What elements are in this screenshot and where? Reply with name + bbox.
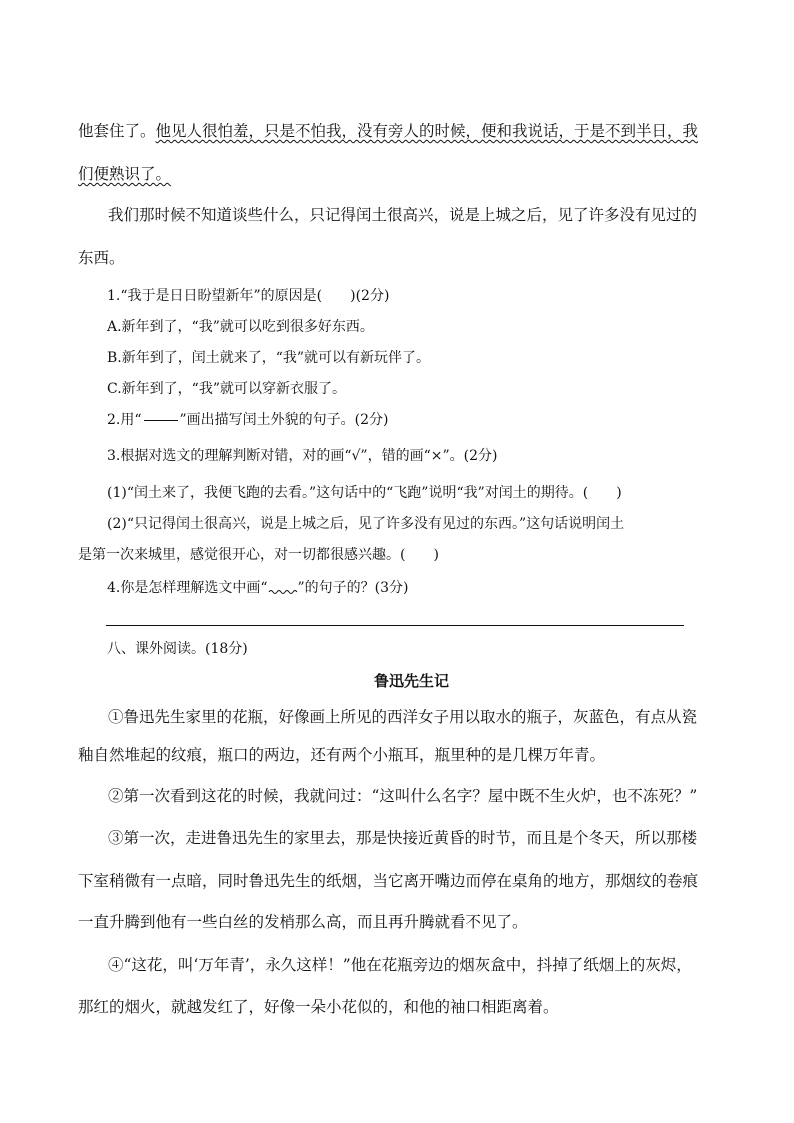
question-1-option-c: C.新年到了，“我”就可以穿新衣服了。	[107, 381, 346, 397]
paragraph-4-line1: ④“这花，叫‘万年青’，永久这样！”他在花瓶旁边的烟灰盒中，抖掉了纸烟上的灰烬，	[108, 956, 692, 974]
passage-text: 他套住了。	[78, 122, 156, 140]
question-1-option-b: B.新年到了，闰土就来了，“我”就可以有新玩伴了。	[107, 350, 431, 366]
question-1-option-a: A.新年到了，“我”就可以吃到很多好东西。	[107, 319, 374, 335]
paragraph-4-line2: 那红的烟火，就越发红了，好像一朵小花似的，和他的袖口相距离着。	[78, 998, 559, 1016]
question-2-text-b: ”画出描写闰土外貌的句子。(2分)	[179, 412, 389, 428]
passage-line-2	[78, 167, 171, 183]
question-3: 3.根据对选文的理解判断对错，对的画“√”，错的画“×”。(2分)	[107, 448, 498, 464]
question-3-item-2-line2: 是第一次来城里，感觉很开心，对一切都很感兴趣。( )	[78, 547, 439, 563]
wavy-underlined-sentence: 他见人很怕羞，只是不怕我，没有旁人的时候，便和我说话，于是不到半日，我	[155, 122, 699, 140]
question-4-text-b: ”的句子的？(3分)	[297, 580, 409, 596]
passage-para2-line1: 我们那时候不知道谈些什么，只记得闰土很高兴，说是上城之后，见了许多没有见过的	[108, 206, 698, 224]
question-4-text-a: 4.你是怎样理解选文中画“	[107, 580, 268, 596]
wavy-underlined-sentence-end: 们便熟识了。	[78, 165, 172, 183]
paragraph-1-line1: ①鲁迅先生家里的花瓶，好像画上所见的西洋女子用以取水的瓶子，灰蓝色，有点从瓷	[108, 708, 698, 726]
paragraph-3-line2: 下室稍微有一点暗，同时鲁迅先生的纸烟，当它离开嘴边而停在桌角的地方，那烟纹的卷痕	[78, 872, 699, 890]
question-3-item-2-line1: (2)“只记得闰土很高兴，说是上城之后，见了许多没有见过的东西。”这句话说明闰土	[107, 516, 625, 532]
answer-line[interactable]	[106, 625, 684, 626]
question-2-text-a: 2.用“	[107, 412, 142, 428]
paragraph-2: ②第一次看到这花的时候，我就问过：“这叫什么名字？屋中既不生火炉，也不冻死？”	[108, 787, 698, 805]
passage-para2-line2: 东西。	[78, 249, 125, 267]
passage-line-1	[78, 124, 698, 140]
straight-underline-sample	[144, 419, 178, 421]
question-4	[107, 581, 409, 595]
article-title: 鲁迅先生记	[374, 672, 450, 690]
wavy-underline-sample	[268, 581, 298, 595]
question-3-item-1: (1)“闰土来了，我便飞跑的去看。”这句话中的“飞跑”说明“我”对闰土的期待。( )	[107, 485, 622, 501]
paragraph-3-line1: ③第一次，走进鲁迅先生的家里去，那是快接近黄昏的时节，而且是个冬天，所以那楼	[108, 829, 698, 847]
paragraph-3-line3: 一直升腾到他有一些白丝的发梢那么高，而且再升腾就看不见了。	[78, 913, 528, 931]
question-1: 1.“我于是日日盼望新年”的原因是( )(2分)	[107, 288, 390, 304]
section-heading: 八、课外阅读。(18分)	[107, 641, 248, 657]
question-2	[107, 413, 389, 427]
paragraph-1-line2: 釉自然堆起的纹痕，瓶口的两边，还有两个小瓶耳，瓶里种的是几棵万年青。	[78, 746, 606, 764]
